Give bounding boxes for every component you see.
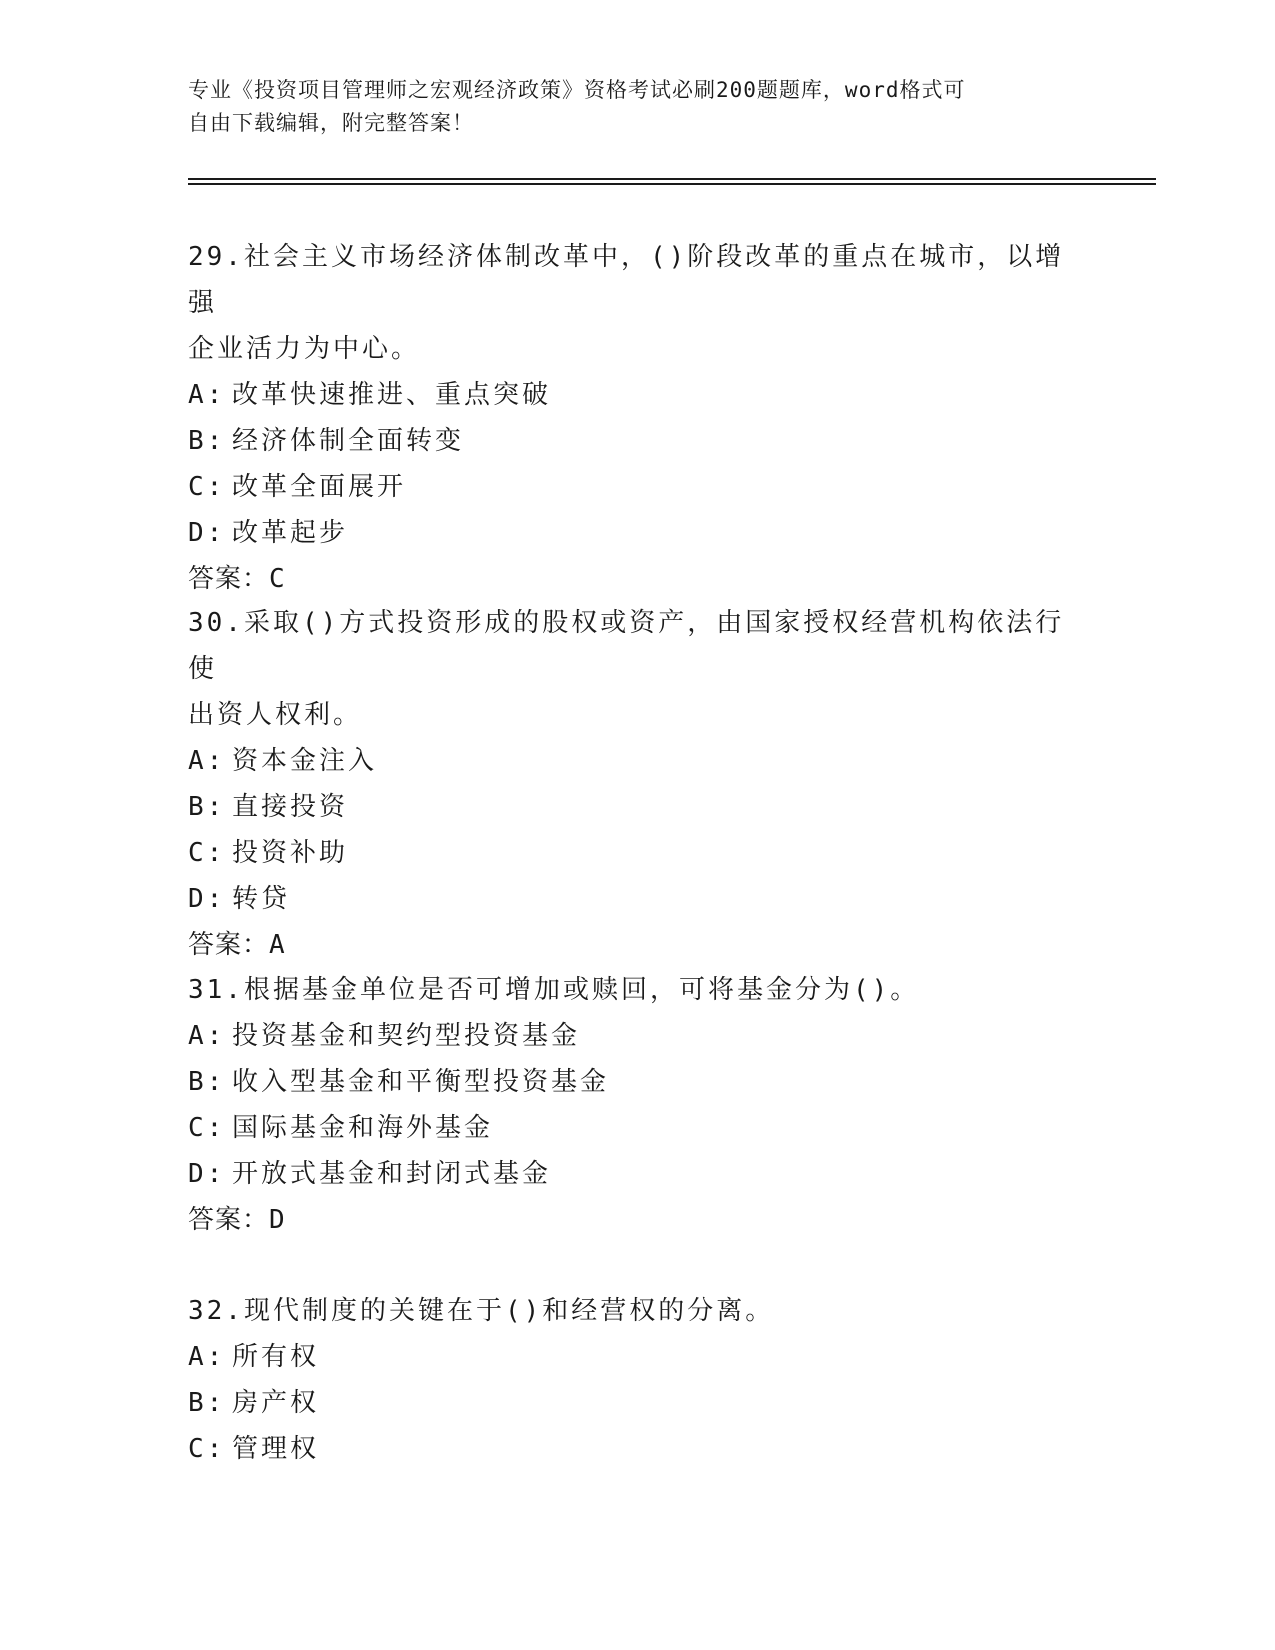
option-c: [188, 830, 1088, 876]
header-line-2: 自由下载编辑，附完整答案！: [188, 111, 474, 135]
option-key: B:: [188, 1067, 226, 1097]
answer-label: 答案：: [188, 930, 270, 960]
option-key: B:: [188, 426, 226, 456]
question-31: [188, 967, 1088, 1243]
option-key: C:: [188, 1113, 226, 1143]
option-d: [188, 876, 1088, 922]
option-text: 收入型基金和平衡型投资基金: [232, 1067, 610, 1097]
answer-value: D: [269, 1205, 286, 1235]
option-key: D:: [188, 1159, 226, 1189]
option-c: [188, 1105, 1088, 1151]
option-b: [188, 1059, 1088, 1105]
header-line-1: 专业《投资项目管理师之宏观经济政策》资格考试必刷200题题库，word格式可: [188, 78, 966, 102]
question-stem-line: 32.现代制度的关键在于()和经营权的分离。: [188, 1296, 775, 1326]
question-stem-line: 企业活力为中心。: [188, 334, 421, 364]
option-key: A:: [188, 1342, 226, 1372]
option-key: B:: [188, 1388, 226, 1418]
answer-label: 答案：: [188, 564, 270, 594]
option-text: 投资补助: [232, 838, 349, 868]
answer-value: C: [269, 564, 286, 594]
question-stem-line: 出资人权利。: [188, 700, 363, 730]
option-key: C:: [188, 472, 226, 502]
answer-line: [188, 556, 1088, 602]
header-divider-top: [188, 178, 1156, 180]
option-a: [188, 1334, 1088, 1380]
option-d: [188, 510, 1088, 556]
option-text: 转贷: [232, 884, 291, 914]
answer-line: [188, 922, 1088, 968]
answer-value: A: [269, 930, 286, 960]
option-key: D:: [188, 884, 226, 914]
option-key: C:: [188, 1434, 226, 1464]
option-text: 管理权: [232, 1434, 320, 1464]
option-text: 改革快速推进、重点突破: [232, 380, 552, 410]
option-text: 投资基金和契约型投资基金: [232, 1021, 581, 1051]
option-b: [188, 784, 1088, 830]
header-divider-bottom: [188, 183, 1156, 185]
option-key: A:: [188, 1021, 226, 1051]
option-text: 国际基金和海外基金: [232, 1113, 494, 1143]
question-30: [188, 600, 1088, 968]
question-stem-line: 31.根据基金单位是否可增加或赎回，可将基金分为()。: [188, 975, 920, 1005]
option-key: A:: [188, 746, 226, 776]
option-text: 直接投资: [232, 792, 349, 822]
option-key: A:: [188, 380, 226, 410]
option-text: 房产权: [232, 1388, 320, 1418]
question-29: [188, 234, 1088, 602]
option-a: [188, 738, 1088, 784]
question-32: [188, 1288, 1088, 1472]
document-header: [188, 74, 1068, 140]
option-key: C:: [188, 838, 226, 868]
question-stem-line: 29.社会主义市场经济体制改革中，()阶段改革的重点在城市，以增强: [188, 242, 1065, 318]
answer-line: [188, 1197, 1088, 1243]
question-stem-line: 30.采取()方式投资形成的股权或资产，由国家授权经营机构依法行使: [188, 608, 1065, 684]
option-text: 改革起步: [232, 518, 349, 548]
option-a: [188, 372, 1088, 418]
option-text: 改革全面展开: [232, 472, 407, 502]
option-d: [188, 1151, 1088, 1197]
option-text: 所有权: [232, 1342, 320, 1372]
option-key: B:: [188, 792, 226, 822]
option-text: 资本金注入: [232, 746, 378, 776]
option-text: 经济体制全面转变: [232, 426, 465, 456]
option-a: [188, 1013, 1088, 1059]
answer-label: 答案：: [188, 1205, 270, 1235]
option-b: [188, 1380, 1088, 1426]
option-c: [188, 1426, 1088, 1472]
option-key: D:: [188, 518, 226, 548]
option-b: [188, 418, 1088, 464]
option-c: [188, 464, 1088, 510]
option-text: 开放式基金和封闭式基金: [232, 1159, 552, 1189]
